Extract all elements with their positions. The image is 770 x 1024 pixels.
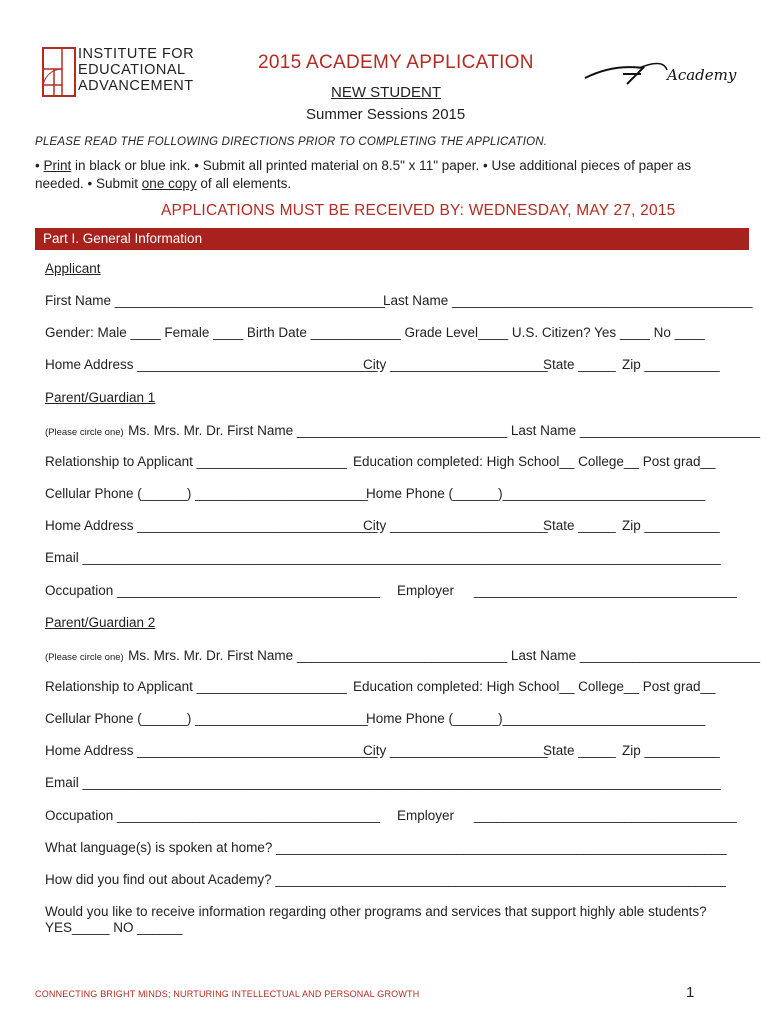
applicant-heading: Applicant: [45, 261, 101, 276]
guardian2-city-field[interactable]: City _____________________: [363, 743, 548, 758]
guardian2-email-field[interactable]: Email _____________________________________________________________________________________: [45, 775, 721, 790]
page-subtitle: NEW STUDENT: [331, 84, 441, 101]
home-language-field[interactable]: What language(s) is spoken at home? ____________________________________________________________: [45, 840, 727, 855]
page-title: 2015 ACADEMY APPLICATION: [258, 52, 534, 73]
guardian1-employer-field[interactable]: ___________________________________: [474, 583, 737, 598]
info-question: Would you like to receive information regarding other programs and services that support highly able students?: [45, 904, 707, 919]
applicant-state-field[interactable]: State _____: [543, 357, 616, 372]
deadline-notice: APPLICATIONS MUST BE RECEIVED BY: WEDNESDAY, MAY 27, 2015: [161, 202, 676, 219]
guardian2-occupation-field[interactable]: Occupation ___________________________________: [45, 808, 380, 823]
info-yes-no-field[interactable]: YES_____ NO ______: [45, 920, 183, 935]
guardian2-state-field[interactable]: State _____: [543, 743, 616, 758]
applicant-gender-birth-grade-field[interactable]: Gender: Male ____ Female ____ Birth Date ____________ Grade Level____ U.S. Citizen? Yes ____ No ____: [45, 325, 705, 340]
guardian1-occupation-field[interactable]: Occupation ___________________________________: [45, 583, 380, 598]
guardian2-relationship-field[interactable]: Relationship to Applicant ____________________: [45, 679, 347, 694]
guardian2-employer-label: Employer: [397, 808, 455, 823]
directions-text: • Print in black or blue ink. • Submit all printed material on 8.5" x 11" paper. • Use additional pieces of paper as needed. • Submit one copy of all elements.: [35, 158, 692, 191]
guardian2-employer-field[interactable]: ___________________________________: [474, 808, 737, 823]
guardian1-home-phone-field[interactable]: Home Phone (______)___________________________: [366, 486, 706, 501]
guardian1-title-row[interactable]: (Please circle one) Ms. Mrs. Mr. Dr. First Name ____________________________ Last Name ________________________: [45, 423, 761, 438]
institute-logo-mark: [42, 47, 76, 97]
footer-tagline: CONNECTING BRIGHT MINDS; NURTURING INTELLECTUAL AND PERSONAL GROWTH: [35, 989, 420, 999]
guardian1-zip-field[interactable]: Zip __________: [622, 518, 720, 533]
page-number: 1: [686, 984, 695, 1001]
guardian2-title-row[interactable]: (Please circle one) Ms. Mrs. Mr. Dr. First Name ____________________________ Last Name ________________________: [45, 648, 761, 663]
guardian2-home-phone-field[interactable]: Home Phone (______)___________________________: [366, 711, 706, 726]
applicant-zip-field[interactable]: Zip __________: [622, 357, 720, 372]
guardian2-cell-phone-field[interactable]: Cellular Phone (______) _______________________: [45, 711, 368, 726]
applicant-home-address-field[interactable]: Home Address ________________________________: [45, 357, 378, 372]
guardian2-zip-field[interactable]: Zip __________: [622, 743, 720, 758]
applicant-city-field[interactable]: City _____________________: [363, 357, 548, 372]
directions-heading: PLEASE READ THE FOLLOWING DIRECTIONS PRIOR TO COMPLETING THE APPLICATION.: [35, 136, 548, 148]
svg-text:Academy: Academy: [667, 66, 737, 84]
guardian2-heading: Parent/Guardian 2: [45, 615, 156, 630]
guardian1-home-address-field[interactable]: Home Address ________________________________: [45, 518, 378, 533]
section-bar-general-info: Part I. General Information: [35, 228, 749, 250]
sessions-label: Summer Sessions 2015: [306, 106, 466, 123]
guardian2-education-field[interactable]: Education completed: High School__ College__ Post grad__: [353, 679, 716, 694]
academy-logo: [583, 58, 753, 88]
guardian1-employer-label: Employer: [397, 583, 455, 598]
guardian2-home-address-field[interactable]: Home Address ________________________________: [45, 743, 378, 758]
guardian1-state-field[interactable]: State _____: [543, 518, 616, 533]
institute-logo-text: INSTITUTE FOR EDUCATIONAL ADVANCEMENT: [78, 46, 195, 94]
applicant-last-name-field[interactable]: Last Name ________________________________________: [383, 293, 753, 308]
guardian1-city-field[interactable]: City _____________________: [363, 518, 548, 533]
guardian1-education-field[interactable]: Education completed: High School__ College__ Post grad__: [353, 454, 716, 469]
referral-source-field[interactable]: How did you find out about Academy? ____________________________________________________________: [45, 872, 726, 887]
guardian1-cell-phone-field[interactable]: Cellular Phone (______) _______________________: [45, 486, 368, 501]
applicant-first-name-field[interactable]: First Name ____________________________________: [45, 293, 386, 308]
guardian1-email-field[interactable]: Email _____________________________________________________________________________________: [45, 550, 721, 565]
guardian1-relationship-field[interactable]: Relationship to Applicant ____________________: [45, 454, 347, 469]
guardian1-heading: Parent/Guardian 1: [45, 390, 156, 405]
